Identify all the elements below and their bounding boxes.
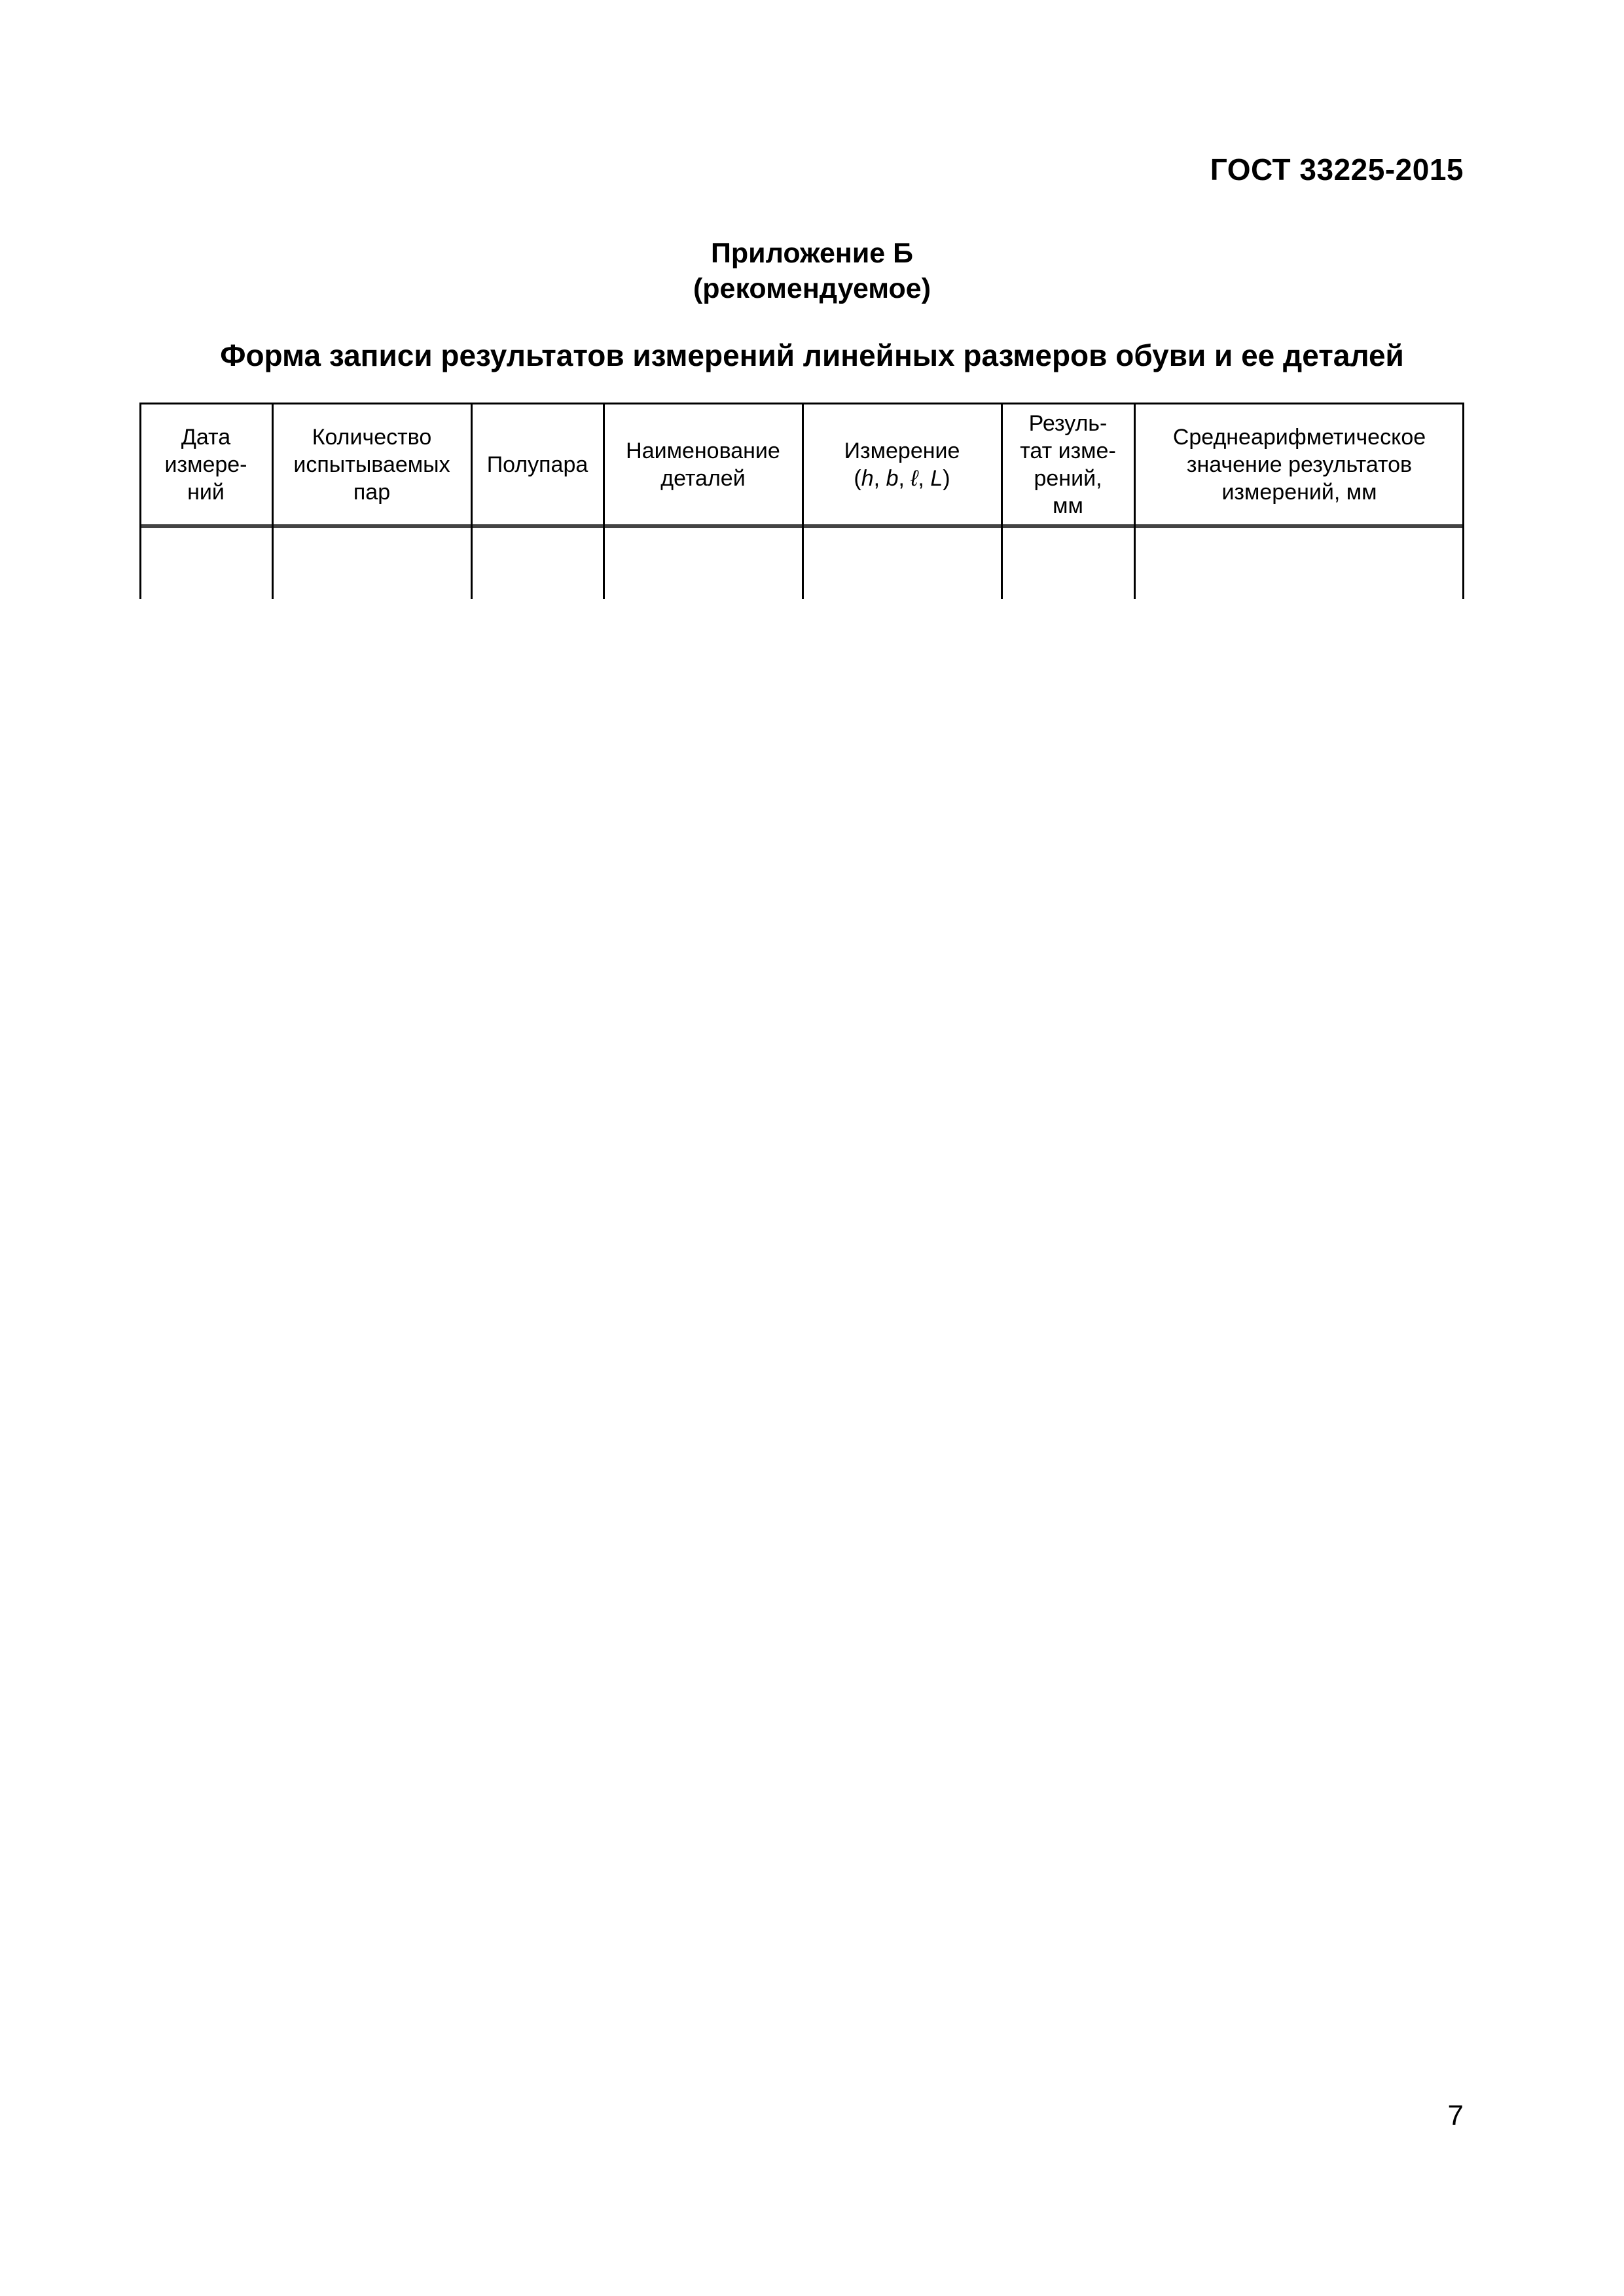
header-line: измерений, мм: [1221, 479, 1377, 505]
appendix-status: (рекомендуемое): [693, 273, 931, 304]
table-border-left: [139, 403, 141, 599]
header-line: Полупара: [486, 452, 588, 477]
header-line: значение результатов: [1186, 452, 1413, 477]
header-line: измере-: [164, 452, 247, 477]
column-header-date: [139, 403, 272, 528]
column-header-result: [1001, 403, 1134, 528]
header-line: пар: [353, 479, 391, 505]
header-line-italic: (h, b, ℓ, L): [854, 465, 950, 491]
column-header-half-pair: [471, 403, 604, 528]
header-line: Среднеарифметическое: [1172, 424, 1426, 450]
column-divider: [272, 403, 274, 599]
standard-code: ГОСТ 33225-2015: [1210, 152, 1464, 187]
measurement-form-table: [139, 403, 1464, 599]
form-title: Форма записи результатов измерений линейных размеров обуви и ее деталей: [220, 338, 1404, 372]
column-divider: [1001, 403, 1003, 599]
table-border-right: [1462, 403, 1464, 599]
appendix-title: Приложение Б: [710, 238, 914, 269]
column-divider: [1134, 403, 1136, 599]
header-line: Дата: [181, 424, 231, 450]
header-line: мм: [1053, 493, 1083, 518]
page-number: 7: [1447, 2100, 1464, 2132]
column-divider: [603, 403, 605, 599]
header-line: Резуль-: [1028, 410, 1108, 436]
header-line: Количество: [312, 424, 432, 450]
header-line: испытываемых: [293, 452, 450, 477]
column-header-measurement: [803, 403, 1001, 528]
header-line: ний: [187, 479, 225, 505]
column-header-part-name: [604, 403, 803, 528]
header-line: Измерение: [844, 438, 960, 463]
column-divider: [471, 403, 473, 599]
column-divider: [802, 403, 804, 599]
column-header-pair-count: [272, 403, 471, 528]
header-line: рений,: [1034, 465, 1102, 491]
header-line: деталей: [660, 465, 746, 491]
header-line: Наименование: [626, 438, 780, 463]
column-header-average: [1134, 403, 1464, 528]
header-line: тат изме-: [1020, 438, 1116, 463]
appendix-heading: [0, 236, 1624, 306]
